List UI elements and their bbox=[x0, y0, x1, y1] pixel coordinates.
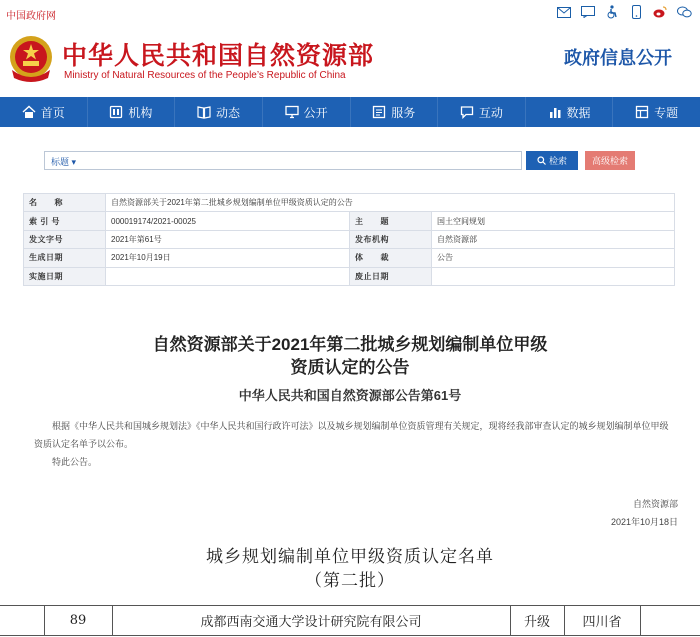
meta-value bbox=[106, 267, 350, 285]
gov-info-open-title: 政府信息公开 bbox=[564, 48, 672, 68]
search-button-label: 检索 bbox=[548, 156, 567, 166]
nav-topic[interactable] bbox=[613, 97, 700, 127]
meta-value: 自然资源部 bbox=[432, 230, 675, 248]
accessibility-icon[interactable] bbox=[604, 5, 620, 19]
table-row bbox=[24, 249, 675, 267]
meta-key: 生成日期 bbox=[24, 249, 106, 267]
document-date: 2021年10月18日 bbox=[610, 517, 678, 527]
row-company: 成都西南交通大学设计研究院有限公司 bbox=[112, 606, 510, 636]
search-input[interactable] bbox=[44, 151, 522, 170]
document-meta-table bbox=[23, 193, 675, 286]
meta-key: 发文字号 bbox=[24, 230, 106, 248]
wechat-icon[interactable] bbox=[676, 5, 692, 19]
national-emblem-icon bbox=[8, 34, 54, 84]
monitor-icon bbox=[285, 105, 299, 119]
top-icons bbox=[556, 5, 692, 19]
document-signature: 自然资源部 bbox=[632, 499, 678, 509]
home-icon bbox=[22, 105, 36, 119]
table-row bbox=[24, 194, 675, 212]
service-icon bbox=[372, 105, 386, 119]
meta-value bbox=[432, 267, 675, 285]
row-type: 升级 bbox=[510, 606, 564, 636]
list-title-line1: 城乡规划编制单位甲级资质认定名单 bbox=[206, 547, 494, 567]
nav-label: 专题 bbox=[654, 105, 679, 120]
row-province: 四川省 bbox=[564, 606, 640, 636]
mobile-icon[interactable] bbox=[628, 5, 644, 19]
search-field-select[interactable]: 标题 ▾ bbox=[51, 157, 77, 167]
table-row bbox=[24, 267, 675, 285]
nav-service[interactable] bbox=[351, 97, 439, 127]
nav-label: 服务 bbox=[391, 105, 416, 120]
building-icon bbox=[109, 105, 123, 119]
ministry-title-en: Ministry of Natural Resources of the People’s Republic of China bbox=[64, 70, 346, 81]
meta-key: 发布机构 bbox=[350, 230, 432, 248]
search-icon bbox=[537, 156, 546, 165]
meta-key: 实施日期 bbox=[24, 267, 106, 285]
nav-label: 互动 bbox=[478, 105, 503, 120]
row-spacer bbox=[0, 606, 44, 636]
nav-organization[interactable] bbox=[88, 97, 176, 127]
chart-icon bbox=[548, 105, 562, 119]
table-row bbox=[0, 606, 700, 636]
nav-data[interactable] bbox=[526, 97, 614, 127]
row-spacer bbox=[640, 606, 700, 636]
nav-home[interactable] bbox=[0, 97, 88, 127]
row-number: 89 bbox=[44, 606, 112, 636]
table-row bbox=[24, 230, 675, 248]
advanced-search-button[interactable]: 高级检索 bbox=[585, 151, 635, 170]
book-icon bbox=[197, 105, 211, 119]
meta-key: 索 引 号 bbox=[24, 212, 106, 230]
meta-value: 2021年10月19日 bbox=[106, 249, 350, 267]
meta-value: 公告 bbox=[432, 249, 675, 267]
nav-public[interactable] bbox=[263, 97, 351, 127]
site-header bbox=[0, 26, 700, 96]
meta-key: 体 裁 bbox=[350, 249, 432, 267]
search-button[interactable] bbox=[526, 151, 578, 170]
meta-value: 000019174/2021-00025 bbox=[106, 212, 350, 230]
table-row bbox=[24, 212, 675, 230]
meta-value: 自然资源部关于2021年第二批城乡规划编制单位甲级资质认定的公告 bbox=[106, 194, 675, 212]
qualification-list-table bbox=[0, 605, 700, 636]
nav-label: 数据 bbox=[566, 105, 591, 120]
meta-key: 主 题 bbox=[350, 212, 432, 230]
main-nav bbox=[0, 97, 700, 127]
nav-label: 首页 bbox=[40, 105, 65, 120]
meta-value: 2021年第61号 bbox=[106, 230, 350, 248]
document-closing: 特此公告。 bbox=[52, 457, 98, 467]
meta-value: 国土空间规划 bbox=[432, 212, 675, 230]
mail-icon[interactable] bbox=[556, 5, 572, 19]
document-title bbox=[0, 333, 700, 379]
nav-label: 公开 bbox=[303, 105, 328, 120]
gov-site-link[interactable]: 中国政府网 bbox=[6, 11, 56, 22]
chat-icon bbox=[460, 105, 474, 119]
message-icon[interactable] bbox=[580, 5, 596, 19]
nav-news[interactable] bbox=[175, 97, 263, 127]
meta-key: 名 称 bbox=[24, 194, 106, 212]
document-title-line1: 自然资源部关于2021年第二批城乡规划编制单位甲级 bbox=[152, 335, 548, 354]
top-bar bbox=[0, 0, 700, 26]
weibo-icon[interactable] bbox=[652, 5, 668, 19]
document-paragraph: 根据《中华人民共和国城乡规划法》《中华人民共和国行政许可法》以及城乡规划编制单位资质管理有关规定，现将经我部审查认定的城乡规划编制单位甲级资质认定名单予以公布。 bbox=[34, 421, 669, 449]
nav-interact[interactable] bbox=[438, 97, 526, 127]
nav-label: 机构 bbox=[128, 105, 153, 120]
topic-icon bbox=[635, 105, 649, 119]
document-title-line2: 资质认定的公告 bbox=[290, 358, 410, 377]
meta-key: 废止日期 bbox=[350, 267, 432, 285]
nav-label: 动态 bbox=[216, 105, 241, 120]
document-subtitle: 中华人民共和国自然资源部公告第61号 bbox=[238, 388, 462, 403]
list-title bbox=[0, 545, 700, 593]
ministry-title: 中华人民共和国自然资源部 bbox=[62, 42, 375, 70]
list-title-line2: （第二批） bbox=[305, 571, 395, 591]
